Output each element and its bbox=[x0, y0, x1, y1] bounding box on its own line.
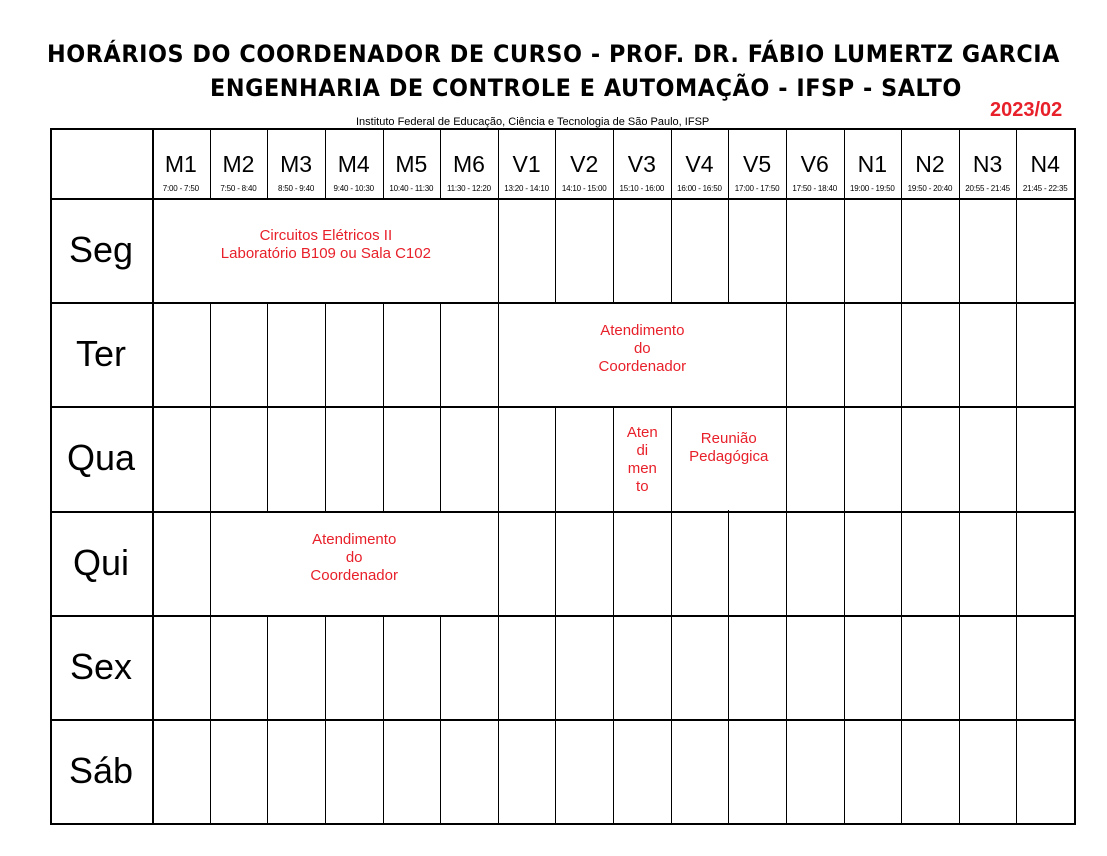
slot-time-m3: 8:50 - 9:40 bbox=[278, 184, 315, 193]
slot-header-v2: V2 bbox=[570, 151, 599, 177]
day-label: Qua bbox=[66, 437, 136, 479]
event-text-line: Laboratório B109 ou Sala C102 bbox=[220, 245, 431, 262]
slot-header-m4: M4 bbox=[337, 151, 370, 177]
event-text-line: Circuitos Elétricos II bbox=[259, 227, 393, 244]
slot-time-m2: 7:50 - 8:40 bbox=[220, 184, 257, 193]
institution-label: Instituto Federal de Educação, Ciência e Tecnologia de São Paulo, IFSP bbox=[356, 116, 710, 128]
schedule-event bbox=[499, 304, 786, 406]
day-row-line bbox=[50, 615, 1074, 617]
slot-header-v6: V6 bbox=[800, 151, 829, 177]
semester-label: 2023/02 bbox=[990, 99, 1063, 121]
slot-header-m6: M6 bbox=[452, 151, 485, 177]
event-text-line: men bbox=[627, 460, 657, 478]
event-text-line: to bbox=[636, 478, 649, 496]
slot-time-v5: 17:00 - 17:50 bbox=[734, 184, 780, 193]
slot-time-v4: 16:00 - 16:50 bbox=[677, 184, 722, 193]
day-row-line bbox=[50, 511, 1074, 513]
slot-header-m3: M3 bbox=[280, 151, 313, 177]
event-text-line: do bbox=[633, 340, 651, 358]
slot-header-n3: N3 bbox=[972, 151, 1003, 177]
slot-header-n2: N2 bbox=[915, 151, 945, 177]
slot-time-m6: 11:30 - 12:20 bbox=[446, 184, 491, 193]
slot-time-n2: 19:50 - 20:40 bbox=[907, 184, 953, 193]
day-label: Seg bbox=[68, 229, 134, 271]
event-text-line: Reunião bbox=[700, 430, 757, 448]
slot-time-v6: 17:50 - 18:40 bbox=[792, 184, 837, 193]
day-row-line bbox=[50, 406, 1074, 408]
event-text-line: Coordenador bbox=[310, 566, 398, 584]
event-text-line: di bbox=[636, 442, 649, 460]
slot-time-m1: 7:00 - 7:50 bbox=[162, 184, 199, 193]
slot-time-m5: 10:40 - 11:30 bbox=[389, 184, 434, 193]
schedule-event bbox=[211, 513, 498, 615]
grid-border-right bbox=[1074, 128, 1076, 825]
slot-header-v5: V5 bbox=[742, 151, 772, 177]
slot-time-n1: 19:00 - 19:50 bbox=[850, 184, 895, 193]
slot-time-v2: 14:10 - 15:00 bbox=[561, 184, 607, 193]
slot-header-n1: N1 bbox=[857, 151, 888, 177]
event-text-line: Atendimento bbox=[312, 530, 397, 548]
title-line-1: HORÁRIOS DO COORDENADOR DE CURSO - PROF. DR. FÁBIO LUMERTZ GARCIA bbox=[46, 40, 1061, 68]
schedule-event bbox=[614, 408, 671, 510]
day-label: Sex bbox=[69, 645, 133, 687]
schedule-event bbox=[154, 200, 498, 302]
event-text-line: Aten bbox=[626, 424, 658, 442]
grid-border-bottom bbox=[50, 823, 1076, 825]
slot-header-v1: V1 bbox=[512, 151, 541, 177]
event-text-line: Coordenador bbox=[598, 358, 687, 376]
slot-header-m5: M5 bbox=[395, 151, 428, 177]
slot-time-n3: 20:55 - 21:45 bbox=[965, 184, 1010, 193]
slot-header-n4: N4 bbox=[1030, 151, 1060, 177]
day-label: Qui bbox=[72, 541, 130, 583]
day-label: Ter bbox=[75, 333, 126, 375]
day-row-line bbox=[50, 719, 1074, 721]
slot-header-v4: V4 bbox=[685, 151, 714, 177]
slot-time-n4: 21:45 - 22:35 bbox=[1022, 184, 1068, 193]
event-text-line: Pedagógica bbox=[689, 448, 769, 466]
slot-header-m2: M2 bbox=[222, 151, 255, 177]
slot-time-v1: 13:20 - 14:10 bbox=[504, 184, 549, 193]
title-line-2: ENGENHARIA DE CONTROLE E AUTOMAÇÃO - IFSP - SALTO bbox=[210, 74, 962, 102]
day-label: Sáb bbox=[68, 749, 134, 791]
grid-border-top bbox=[50, 128, 1076, 130]
event-text-line: Atendimento bbox=[600, 322, 685, 340]
schedule-event bbox=[672, 408, 786, 510]
slot-header-v3: V3 bbox=[627, 151, 656, 177]
slot-time-v3: 15:10 - 16:00 bbox=[619, 184, 665, 193]
slot-time-m4: 9:40 - 10:30 bbox=[333, 184, 374, 193]
slot-header-m1: M1 bbox=[164, 151, 197, 177]
event-text-line: do bbox=[345, 548, 363, 566]
